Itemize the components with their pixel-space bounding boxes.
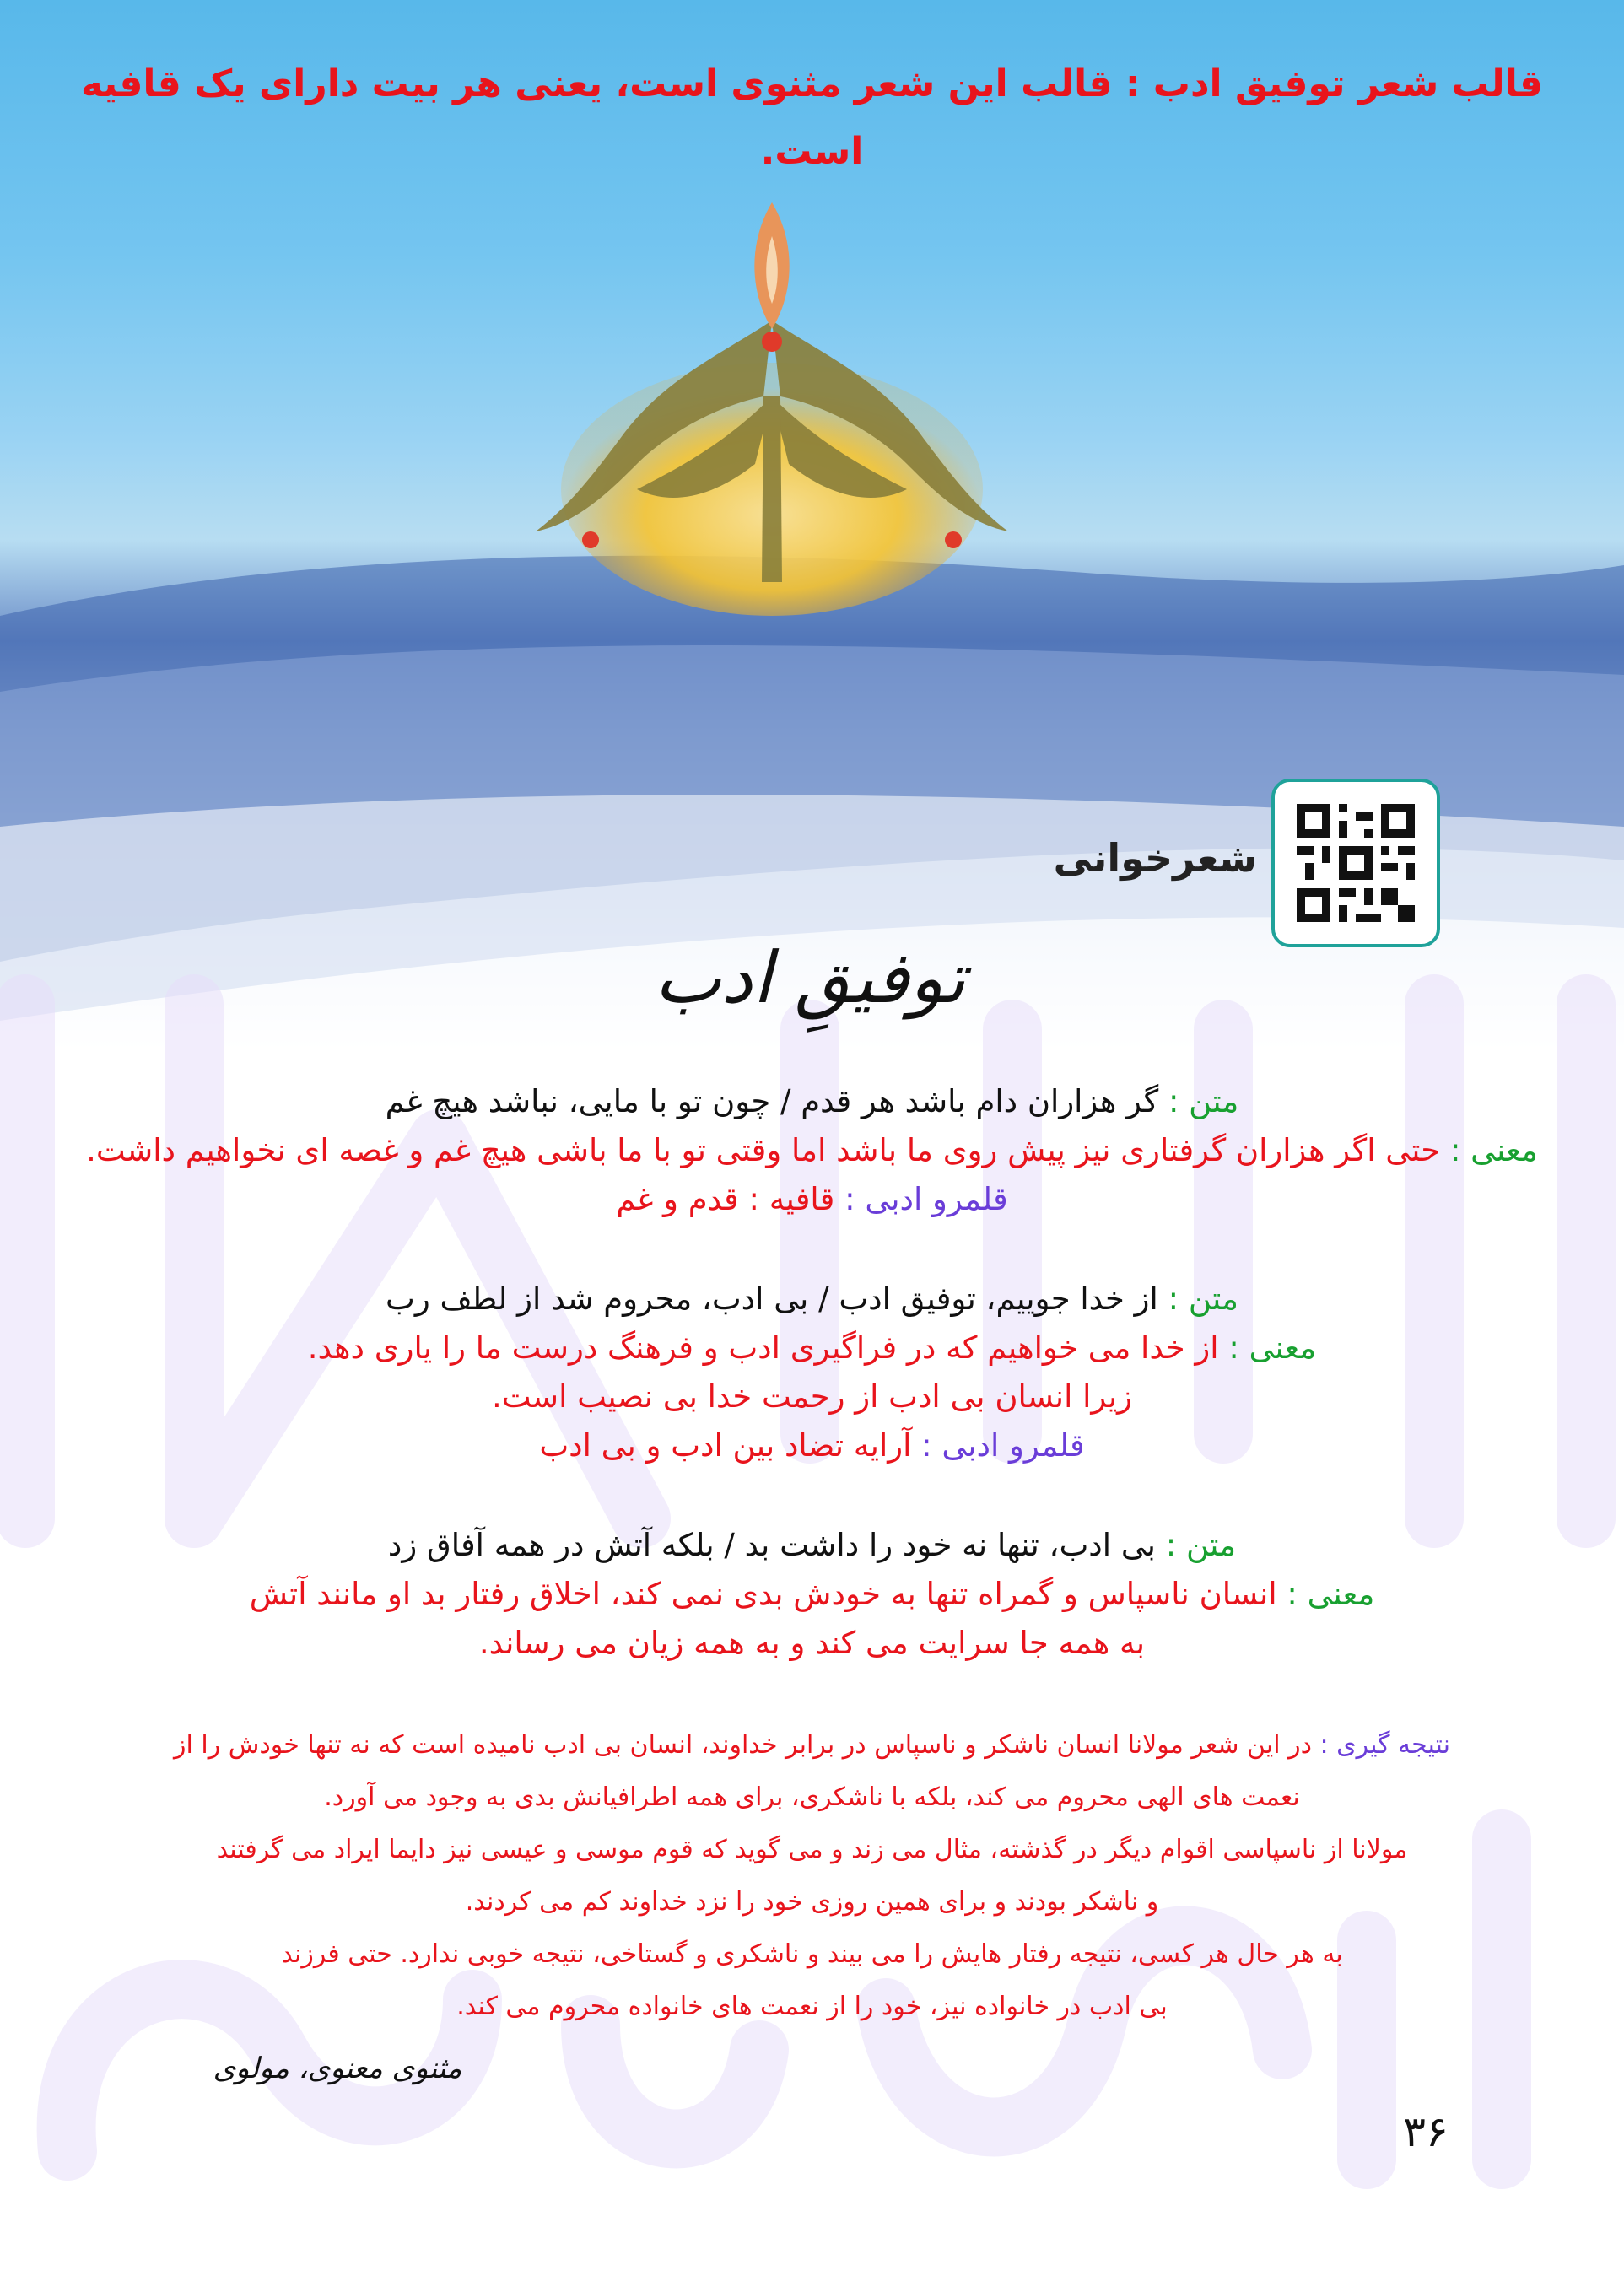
- natije-label: نتیجه گیری :: [1319, 1730, 1450, 1760]
- verse-meaning: حتی اگر هزاران گرفتاری نیز پیش روی ما باشد اما وقتی تو با ما باشی هیچ غم و غصه ای نخواهیم داشت.: [86, 1132, 1441, 1168]
- section-label: شعرخوانی: [1053, 835, 1257, 881]
- verse-literary: آرایه تضاد بین ادب و بی ادب: [539, 1427, 912, 1464]
- verse-3: [0, 1521, 1624, 1668]
- verse-text-line: [0, 1521, 1624, 1570]
- matn-label: متن :: [1168, 1083, 1239, 1119]
- verse-meaning-line: [0, 1570, 1624, 1619]
- qr-code-pattern: [1297, 804, 1415, 922]
- conclusion-line: به هر حال هر کسی، نتیجه رفتار هایش را می بیند و ناشکری و گستاخی، نتیجه خوبی ندارد. حتی فرزند: [281, 1939, 1343, 1969]
- verse-2: [0, 1275, 1624, 1470]
- matn-label: متن :: [1165, 1527, 1237, 1563]
- conclusion-line: بی ادب در خانواده نیز، خود را از نعمت های خانواده محروم می کند.: [456, 1992, 1168, 2021]
- mani-label: معنی :: [1287, 1576, 1375, 1612]
- poem-title: توفیقِ ادب: [654, 936, 966, 1019]
- persian-ornament-icon: [468, 186, 1076, 658]
- verse-literary: قافیه : قدم و غم: [616, 1181, 835, 1217]
- verse-literary-line: [0, 1175, 1624, 1224]
- verse-literary-line: [0, 1421, 1624, 1470]
- verse-text-line: [0, 1275, 1624, 1324]
- verse-text: از خدا جوییم، توفیق ادب / بی ادب، محروم شد از لطف رب: [386, 1281, 1158, 1317]
- qr-code-icon[interactable]: [1271, 779, 1440, 947]
- verse-text: بی ادب، تنها نه خود را داشت بد / بلکه آتش در همه آفاق زد: [387, 1527, 1156, 1563]
- verse-text: گر هزاران دام باشد هر قدم / چون تو با مایی، نباشد هیچ غم: [385, 1083, 1159, 1119]
- qalamro-label: قلمرو ادبی :: [844, 1181, 1008, 1217]
- verse-meaning-continued: زیرا انسان بی ادب از رحمت خدا بی نصیب است.: [491, 1378, 1133, 1415]
- poem-source: مثنوی معنوی، مولوی: [213, 2052, 462, 2085]
- verse-meaning-line: [0, 1324, 1624, 1373]
- conclusion-line: مولانا از ناسپاسی اقوام دیگر در گذشته، مثال می زند و می گوید که قوم موسی و عیسی نیز دایما ایراد می گرفتند: [216, 1835, 1408, 1864]
- header-line: قالب شعر توفیق ادب : قالب این شعر مثنوی است، یعنی هر بیت دارای یک قافیه است.: [80, 62, 1544, 173]
- verse-meaning-line: [0, 1126, 1624, 1175]
- verse-text-line: [0, 1077, 1624, 1126]
- qalamro-label: قلمرو ادبی :: [921, 1427, 1085, 1464]
- verse-1: [0, 1077, 1624, 1224]
- conclusion: [0, 1719, 1624, 2033]
- conclusion-line: نعمت های الهی محروم می کند، بلکه با ناشکری، برای همه اطرافیانش بدی به وجود می آورد.: [324, 1782, 1300, 1812]
- verse-meaning: از خدا می خواهیم که در فراگیری ادب و فرهنگ درست ما را یاری دهد.: [307, 1329, 1219, 1366]
- conclusion-text: در این شعر مولانا انسان ناشکر و ناسپاس در برابر خداوند، انسان بی ادب نامیده است که نه تنها خودش را از: [174, 1730, 1312, 1760]
- page-number: ۳۶: [1403, 2107, 1449, 2156]
- conclusion-line: و ناشکر بودند و برای همین روزی خود را نزد خداوند کم می کردند.: [465, 1887, 1159, 1917]
- verse-meaning: انسان ناسپاس و گمراه تنها به خودش بدی نمی کند، اخلاق رفتار بد او مانند آتش: [249, 1576, 1277, 1612]
- conclusion-line: [0, 1719, 1624, 1772]
- mani-label: معنی :: [1449, 1132, 1538, 1168]
- matn-label: متن :: [1168, 1281, 1238, 1317]
- verse-meaning-continued: به همه جا سرایت می کند و به همه زیان می رساند.: [478, 1625, 1146, 1661]
- mani-label: معنی :: [1228, 1329, 1317, 1366]
